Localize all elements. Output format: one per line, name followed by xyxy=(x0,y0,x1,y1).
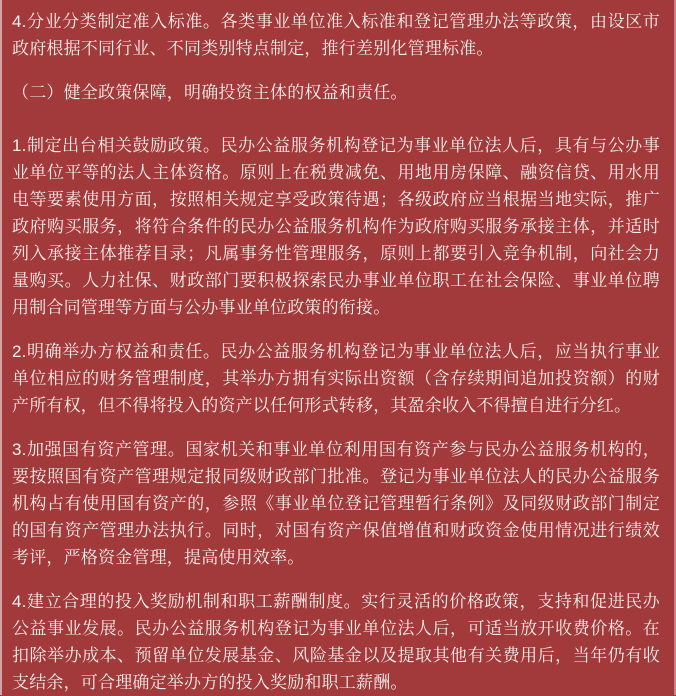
paragraph-incentive-policies: 1.制定出台相关鼓励政策。民办公益服务机构登记为事业单位法人后，具有与公办事业单位平等的法人主体资格。原则上在税费减免、用地用房保障、融资信贷、用水用电等要素使用方面，按照相关规定享受政策待遇；各级政府应当根据当地实际，推广政府购买服务，将符合条件的民办公益服务机构作为政府购买服务承接主体，并适时列入承接主体推荐目录；凡属事务性管理服务，原则上都要引入竞争机制，向社会力量购买。人力社保、财政部门要积极探索民办事业单位职工在社会保险、事业单位聘用制合同管理等方面与公办事业单位政策的衔接。 xyxy=(12,136,660,317)
paragraph-access-standards: 4.分业分类制定准入标准。各类事业单位准入标准和登记管理办法等政策，由设区市政府根据不同行业、不同类别特点制定，推行差别化管理标准。 xyxy=(12,12,660,58)
paragraph-reward-and-salary: 4.建立合理的投入奖励机制和职工薪酬制度。实行灵活的价格政策，支持和促进民办公益事业发展。民办公益服务机构登记为事业单位法人后，可适当放开收费价格。在扣除举办成本、预留单位发展基金、风险基金以及提取其他有关费用后，当年仍有收支结余，可合理确定举办方的投入奖励和职工薪酬。 xyxy=(12,592,660,692)
section-heading-policy-guarantee: （二）健全政策保障，明确投资主体的权益和责任。 xyxy=(12,83,408,102)
paragraph-state-asset-management: 3.加强国有资产管理。国家机关和事业单位利用国有资产参与民办公益服务机构的，要按照国有资产管理规定报同级财政部门批准。登记为事业单位法人的民办公益服务机构占有使用国有资产的，参照《事业单位登记管理暂行条例》及同级财政部门制定的国有资产管理办法执行。同时，对国有资产保值增值和财政资金使用情况进行绩效考评，严格资金管理，提高使用效率。 xyxy=(12,440,660,567)
paragraph-sponsor-rights: 2.明确举办方权益和责任。民办公益服务机构登记为事业单位法人后，应当执行事业单位相应的财务管理制度，其举办方拥有实际出资额（含存续期间追加投资额）的财产所有权，但不得将投入的资产以任何形式转移，其盈余收入不得擅自进行分红。 xyxy=(12,342,660,415)
